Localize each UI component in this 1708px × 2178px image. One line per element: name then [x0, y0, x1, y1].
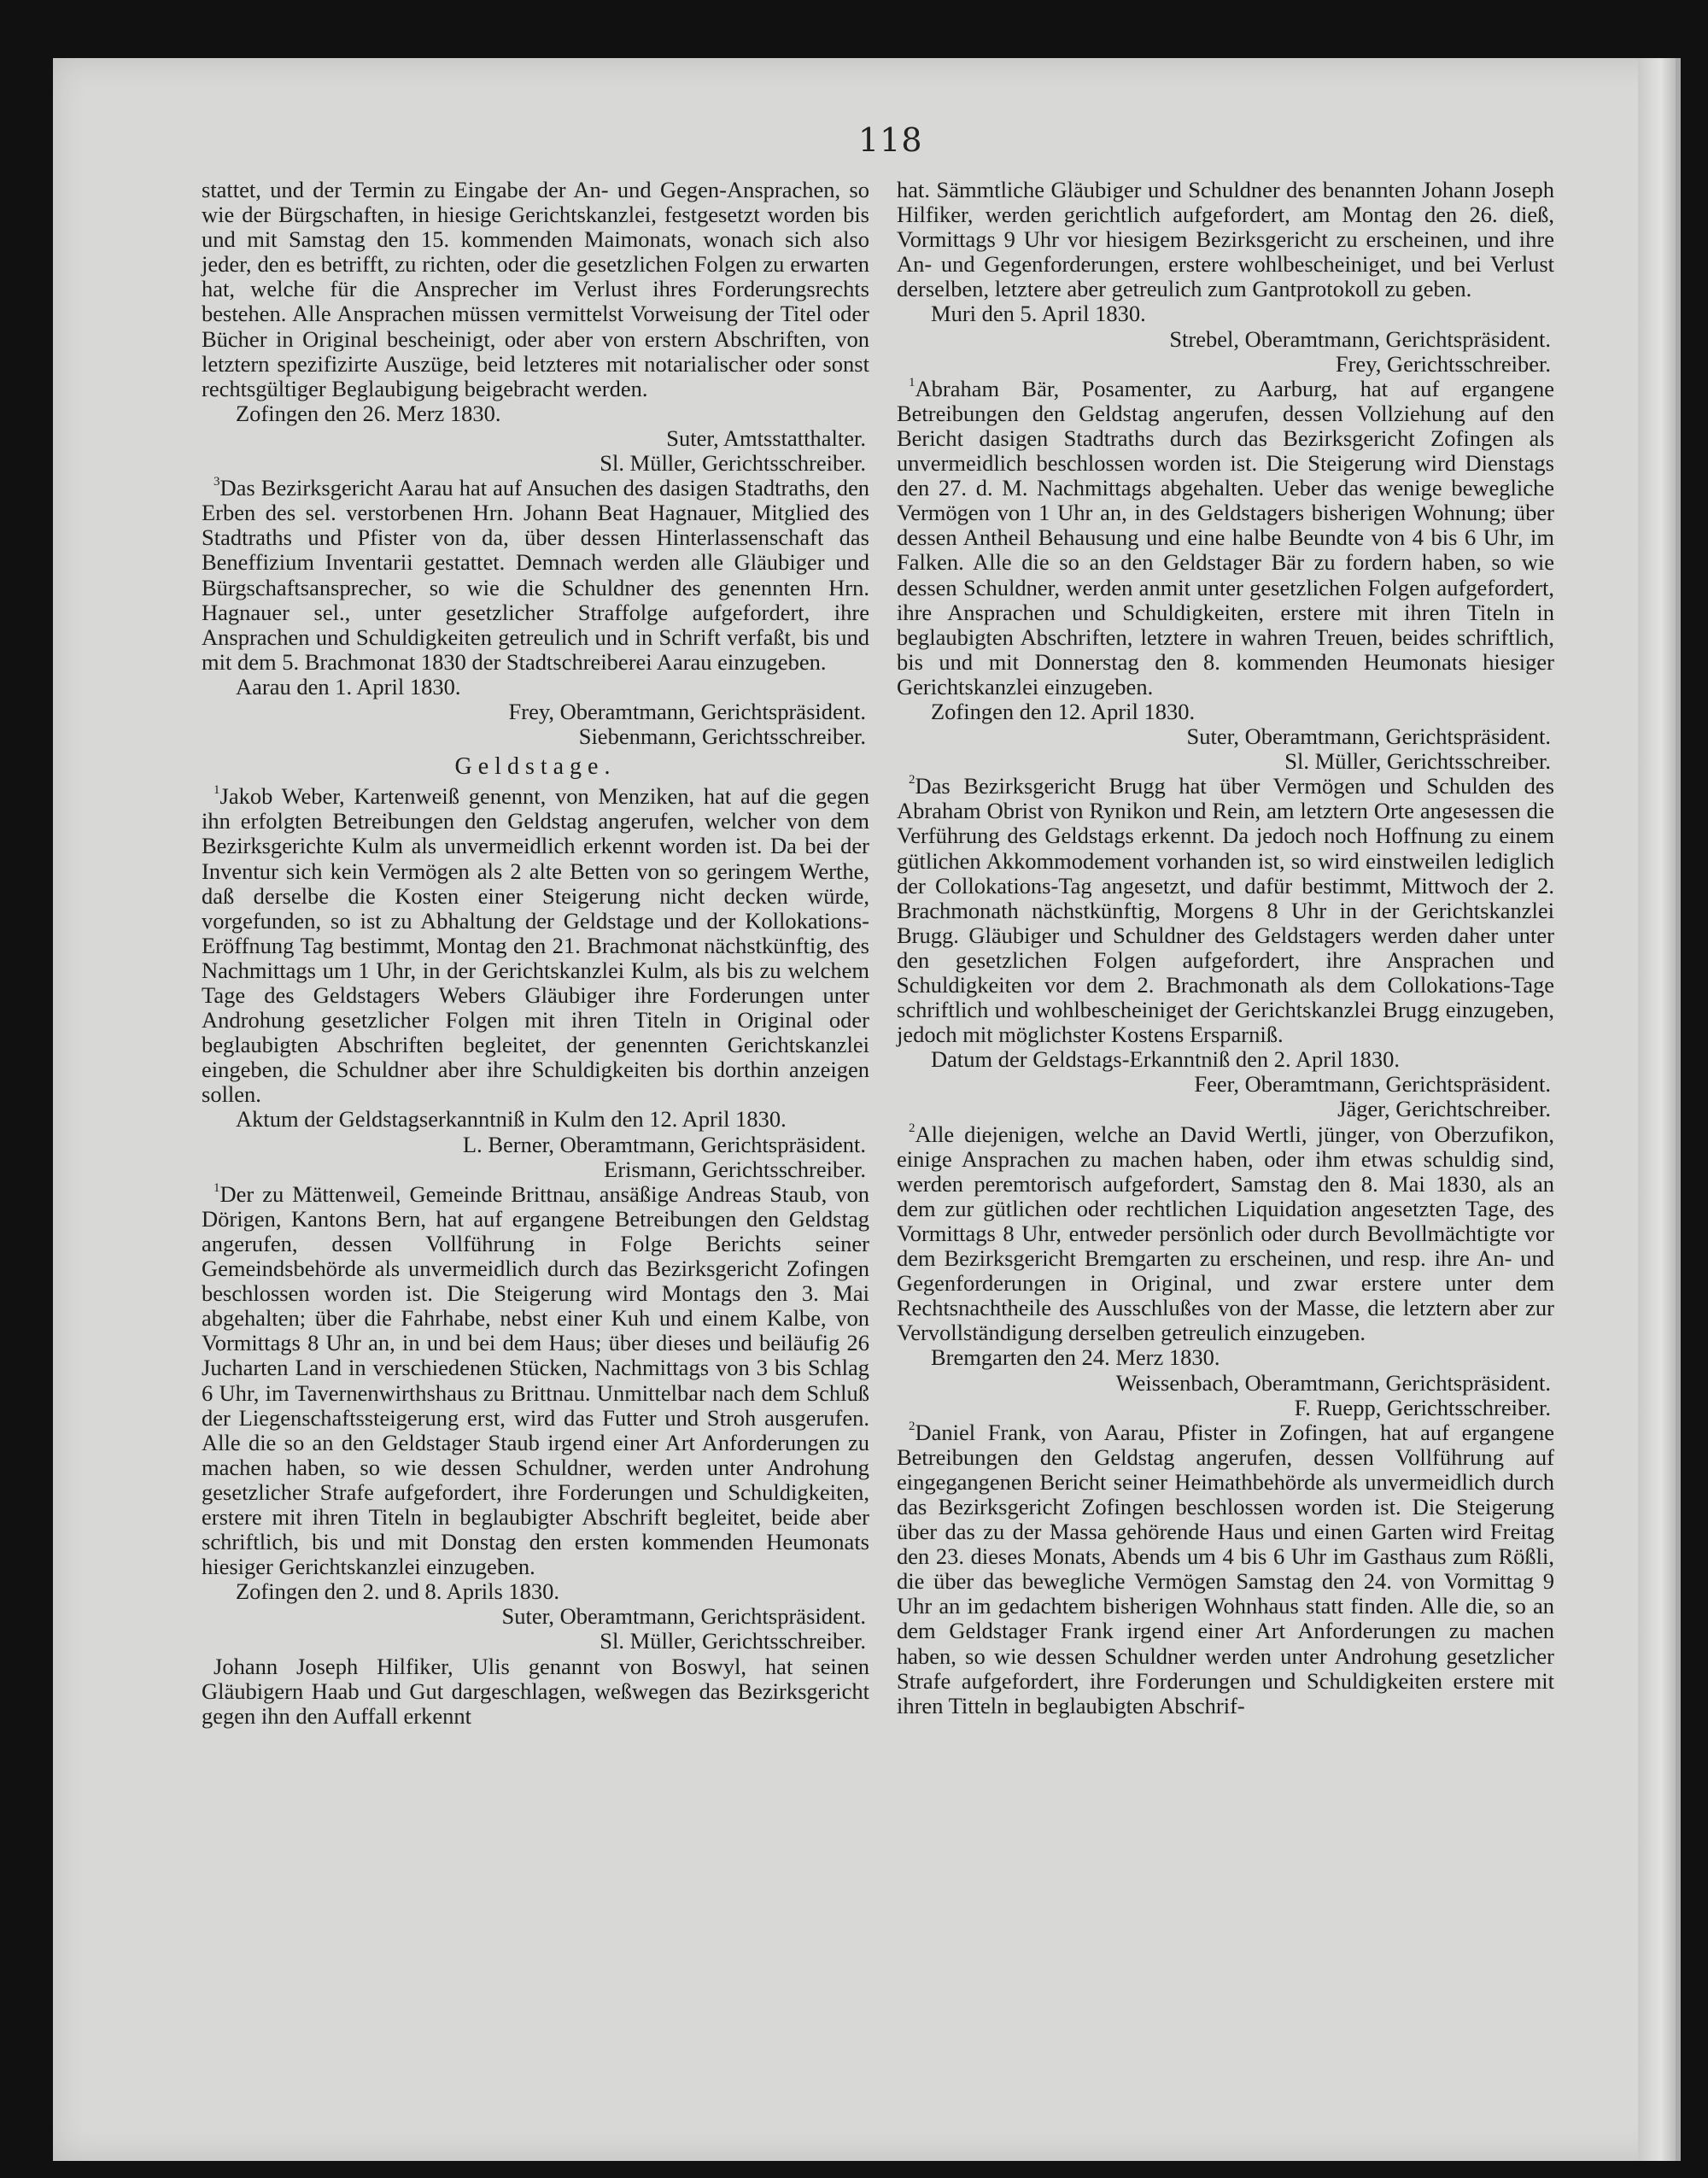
paragraph-text: Der zu Mättenweil, Gemeinde Brittnau, ansäßige Andreas Staub, von Dörigen, Kantons Bern, hat auf ergangene Betreibungen den Geldstag angerufen, dessen Vollführung in Folge Berichts seiner Gemeindsbehörde als unvermeidlich durch das Bezirksgericht Zofingen beschlossen worden ist. Die Steigerung wird Montags den 3. Mai abgehalten; über die Fahrhabe, nebst einer Kuh und einem Kalbe, von Vormittags 8 Uhr an, in und bei dem Haus; über dieses und beiläufig 26 Jucharten Land in verschiedenen Stücken, Nachmittags von 3 bis Schlag 6 Uhr, im Tavernenwirthshaus zu Brittnau. Unmittelbar nach dem Schluß der Liegenschaftssteigerung erst, wird das Futter und Stroh ausgerufen. Alle die so an den Geldstager Staub irgend einer Art Anforderungen zu machen haben, so wie dessen Schuldner, werden unter Androhung gesetzlicher Strafe aufgefordert, ihre Forderungen und Schuldigkeiten, erstere mit ihren Titeln in beglaubigter Abschrift begleitet, beide aber schriftlich, bis und mit Donstag den ersten kommenden Heumonats hiesiger Gerichtskanzlei einzugeben.: [202, 1180, 869, 1580]
page-fold-edge: [1638, 58, 1676, 2161]
paragraph-text: Abraham Bär, Posamenter, zu Aarburg, hat auf ergangene Betreibungen den Geldstag angerufen, dessen Vollziehung auf den Bericht dasigen Stadtraths durch das Bezirksgericht Zofingen als unvermeidlich beschlossen worden ist. Die Steigerung wird Dienstags den 27. d. M. Nachmittags abgehalten. Ueber das wenige bewegliche Vermögen von 1 Uhr an, in des Geldstagers bisherigen Wohnung; über dessen Antheil Behausung und eine halbe Beundte von 4 bis 6 Uhr, im Falken. Alle die so an den Geldstager Bär zu fordern haben, so wie dessen Schuldner, werden anmit unter gesetzlichen Folgen aufgefordert, ihre Ansprachen und Schuldigkeiten, erstere mit ihren Titeln in beglaubigten Abschriften, letztere in wahren Treuen, beides schriftlich, bis und mit Donnerstag den 8. kommenden Heumonats hiesiger Gerichtskanzlei einzugeben.: [897, 375, 1554, 700]
footnote-marker: 2: [909, 1419, 915, 1433]
place-date-line: Muri den 5. April 1830.: [931, 301, 1146, 327]
notice-paragraph: [897, 1420, 1554, 1718]
signature-line: Frey, Gerichtsschreiber.: [1335, 350, 1551, 377]
page-number: 118: [858, 121, 923, 159]
footnote-marker: 2: [909, 1121, 915, 1135]
footnote-marker: 1: [909, 375, 915, 389]
place-date-line: Zofingen den 2. und 8. Aprils 1830.: [236, 1578, 560, 1605]
place-date-line: Bremgarten den 24. Merz 1830.: [931, 1344, 1220, 1371]
notice-paragraph: [202, 784, 869, 1107]
notice-paragraph: [897, 178, 1554, 302]
signature-line: Weissenbach, Oberamtmann, Gerichtspräsident.: [1115, 1369, 1551, 1396]
place-date-line: Zofingen den 12. April 1830.: [931, 698, 1196, 724]
footnote-marker: 3: [214, 475, 220, 489]
paragraph-text: Johann Joseph Hilfiker, Ulis genannt von Boswyl, hat seinen Gläubigern Haab und Gut dargeschlagen, weßwegen das Bezirksgericht gegen ihn den Auffall erkennt: [202, 1653, 869, 1729]
notice-paragraph: [202, 178, 869, 401]
paragraph-text: hat. Sämmtliche Gläubiger und Schuldner des benannten Johann Joseph Hilfiker, werden gerichtlich aufgefordert, am Montag den 26. dieß, Vormittags 9 Uhr vor hiesigem Bezirksgericht zu erscheinen, und ihre An- und Gegenforderungen, erstere wohlbescheiniget, und bei Verlust derselben, letztere aber getreulich zum Gantprotokoll zu geben.: [897, 177, 1554, 302]
footnote-marker: 1: [214, 783, 220, 798]
place-date-line: Aarau den 1. April 1830.: [236, 673, 461, 700]
signature-line: Sl. Müller, Gerichtsschreiber.: [1284, 748, 1551, 775]
signature-line: Suter, Oberamtmann, Gerichtspräsident.: [1186, 723, 1551, 750]
paragraph-text: Das Bezirksgericht Brugg hat über Vermögen und Schulden des Abraham Obrist von Rynikon und Rein, am letztern Orte angesessen die Verführung des Geldstags erkennt. Da jedoch noch Hoffnung zu einem gütlichen Akkommodement vorhanden ist, so wird einstweilen lediglich der Collokations-Tag angesetzt, und dafür bestimmt, Mittwoch der 2. Brachmonath nächstkünftig, Morgens 8 Uhr in der Gerichtskanzlei Brugg. Gläubiger und Schuldner des Geldstagers werden daher unter den gesetzlichen Folgen aufgefordert, ihre Ansprachen und Schuldigkeiten vor dem 2. Brachmonath als dem Collokations-Tage schriftlich und wohlbescheiniget der Gerichtskanzlei Brugg einzugeben, jedoch mit möglichster Kostens Ersparniß.: [897, 773, 1554, 1048]
paragraph-text: Alle diejenigen, welche an David Wertli, jünger, von Oberzufikon, einige Ansprachen zu machen haben, oder ihm etwas schuldig sind, werden peremtorisch aufgefordert, Samstag den 8. Mai 1830, als an dem zur gütlichen oder rechtlichen Liquidation angesetzten Tage, des Vormittags 8 Uhr, entweder persönlich oder durch Bevollmächtigte vor dem Bezirksgericht Bremgarten zu erscheinen, und resp. ihre An- und Gegenforderungen in Original, und zwar erstere unter dem Rechtsnachtheile des Ausschlußes von der Masse, die letztern aber zur Vervollständigung derselben getreulich einzugeben.: [897, 1121, 1554, 1346]
signature-line: L. Berner, Oberamtmann, Gerichtspräsident.: [462, 1131, 866, 1157]
signature-line: F. Ruepp, Gerichtsschreiber.: [1294, 1394, 1551, 1420]
signature-line: Frey, Oberamtmann, Gerichtspräsident.: [508, 698, 866, 724]
place-date-line: Datum der Geldstags-Erkanntniß den 2. April 1830.: [931, 1046, 1401, 1073]
signature-line: Jäger, Gerichtschreiber.: [1337, 1096, 1551, 1122]
footnote-marker: 2: [909, 773, 915, 787]
notice-paragraph: [202, 1654, 869, 1729]
notice-paragraph: [897, 774, 1554, 1047]
signature-line: Strebel, Oberamtmann, Gerichtspräsident.: [1169, 325, 1551, 352]
signature-line: Feer, Oberamtmann, Gerichtspräsident.: [1194, 1071, 1551, 1098]
section-heading: Geldstage.: [454, 753, 617, 781]
place-date-line: Aktum der Geldstagserkanntniß in Kulm den 12. April 1830.: [236, 1106, 787, 1133]
signature-line: Sl. Müller, Gerichtsschreiber.: [600, 1628, 866, 1654]
paragraph-text: Das Bezirksgericht Aarau hat auf Ansuchen des dasigen Stadtraths, den Erben des sel. verstorbenen Hrn. Johann Beat Hagnauer, Mitglied des Stadtraths und Pfister von da, über dessen Hinterlassenschaft das Beneffizium Inventarii gestattet. Demnach werden alle Gläubiger und Bürgschaftsansprecher, so wie die Schuldner des genennten Hrn. Hagnauer sel., unter gesetzlicher Straffolge aufgefordert, ihre Ansprachen und Schuldigkeiten getreulich und in Schrift verfaßt, bis und mit dem 5. Brachmonat 1830 der Stadtschreiberei Aarau einzugeben.: [202, 475, 869, 675]
signature-line: Erismann, Gerichtsschreiber.: [604, 1156, 866, 1182]
left-column: [202, 178, 869, 1729]
signature-line: Suter, Amtsstatthalter.: [666, 424, 866, 451]
paragraph-text: stattet, und der Termin zu Eingabe der An- und Gegen-Ansprachen, so wie der Bürgschaften, in hiesige Gerichtskanzlei, festgesetzt worden bis und mit Samstag den 15. kommenden Maimonats, wonach sich also jeder, den es betrifft, zu richten, oder die gesetzlichen Folgen zu erwarten hat, welche für die Ansprecher im Verlust ihres Forderungsrechts bestehen. Alle Ansprachen müssen vermittelst Vorweisung der Titel oder Bücher in Original bescheinigt, oder aber von erstern Abschriften, von letztern spezifizirte Auszüge, beid letzteres mit notarialischer oder sonst rechtsgültiger Beglaubigung beigebracht werden.: [202, 177, 869, 401]
footnote-marker: 1: [214, 1180, 220, 1195]
paragraph-text: Daniel Frank, von Aarau, Pfister in Zofingen, hat auf ergangene Betreibungen den Geldstag angerufen, dessen Vollführung auf eingegangenen Bericht seiner Heimathbehörde als unvermeidlich durch das Bezirksgericht Zofingen beschlossen worden ist. Die Steigerung über das zu der Massa gehörende Haus und einen Garten wird Freitag den 23. dieses Monats, Abends um 4 bis 6 Uhr im Gasthaus zum Rößli, die über das bewegliche Vermögen Samstag den 24. von Vormittag 9 Uhr an im gedachtem bisherigen Wohnhaus statt finden. Alle die, so an dem Geldstager Frank irgend einer Art Anforderungen zu machen haben, so wie dessen Schuldner werden unter Androhung gesetzlicher Strafe aufgefordert, ihre Forderungen und Schuldigkeiten erstere mit ihren Titteln in beglaubigten Abschrif-: [897, 1419, 1554, 1718]
place-date-line: Zofingen den 26. Merz 1830.: [236, 400, 501, 426]
right-column: [897, 178, 1554, 1718]
notice-paragraph: [897, 1122, 1554, 1346]
paragraph-text: Jakob Weber, Kartenweiß genennt, von Menziken, hat auf die gegen ihn erfolgten Betreibungen den Geldstag angerufen, welcher von dem Bezirksgerichte Kulm als unvermeidlich erkennt worden ist. Da bei der Inventur sich kein Vermögen als 2 alte Betten von so geringem Werthe, daß derselbe die Kosten einer Steigerung nicht decken würde, vorgefunden, so ist zu Abhaltung der Geldstage und der Kollokations-Eröffnung Tag bestimmt, Montag den 21. Brachmonat nächstkünftig, des Nachmittags um 1 Uhr, in der Gerichtskanzlei Kulm, als bis zu welchem Tage des Geldstagers Webers Gläubiger ihre Forderungen unter Androhung gesetzlicher Folgen mit ihren Titeln in Original oder beglaubigten Abschriften begleitet, der genennten Gerichtskanzlei eingeben, die Schuldner aber ihre Schuldigkeiten bis dorthin anzeigen sollen.: [202, 783, 869, 1108]
notice-paragraph: [202, 1182, 869, 1580]
signature-line: Sl. Müller, Gerichtsschreiber.: [600, 450, 866, 477]
notice-paragraph: [202, 476, 869, 675]
notice-paragraph: [897, 377, 1554, 700]
signature-line: Suter, Oberamtmann, Gerichtspräsident.: [501, 1603, 866, 1630]
signature-line: Siebenmann, Gerichtsschreiber.: [578, 723, 866, 750]
